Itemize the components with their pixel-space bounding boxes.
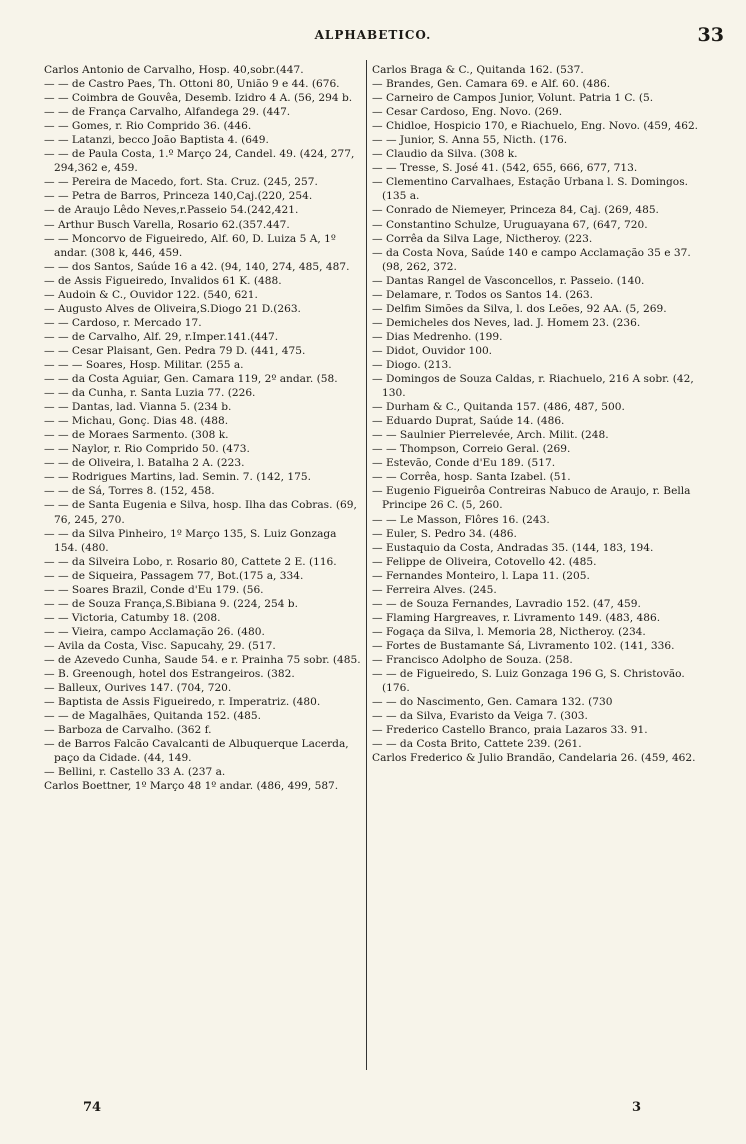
- signature-mark-left: 74: [83, 1100, 102, 1115]
- directory-entry: — Augusto Alves de Oliveira,S.Diogo 21 D.(263.: [44, 302, 301, 315]
- directory-entry: — — Gomes, r. Rio Comprido 36. (446.: [44, 120, 252, 133]
- directory-entry: — Euler, S. Pedro 34. (486.: [372, 527, 517, 540]
- directory-entry: — Felippe de Oliveira, Cotovello 42. (485.: [372, 555, 597, 568]
- directory-entry: — — Pereira de Macedo, fort. Sta. Cruz. (245, 257.: [44, 176, 318, 189]
- directory-entry: — — Junior, S. Anna 55, Nicth. (176.: [372, 134, 568, 147]
- directory-entry: — — Cardoso, r. Mercado 17.: [44, 316, 202, 329]
- directory-entry: — — da Cunha, r. Santa Luzia 77. (226.: [44, 387, 256, 400]
- directory-entry: — de Assis Figueiredo, Invalidos 61 K. (488.: [44, 274, 282, 287]
- column-divider: [366, 60, 367, 1070]
- directory-entry: — Dantas Rangel de Vasconcellos, r. Passeio. (140.: [372, 274, 645, 287]
- directory-entry: — de Azevedo Cunha, Saude 54. e r. Prainha 75 sobr. (485.: [44, 653, 361, 666]
- directory-entry: — — Latanzi, becco João Baptista 4. (649.: [44, 134, 269, 147]
- directory-entry: — — Moncorvo de Figueiredo, Alf. 60, D. Luiza 5 A, 1º andar. (308 k, 446, 459.: [44, 232, 336, 259]
- directory-entry: — — Rodrigues Martins, lad. Semin. 7. (142, 175.: [44, 471, 311, 484]
- directory-entry: — B. Greenough, hotel dos Estrangeiros. (382.: [44, 668, 295, 681]
- directory-entry: — Francisco Adolpho de Souza. (258.: [372, 653, 573, 666]
- directory-entry: — Estevão, Conde d'Eu 189. (517.: [372, 457, 556, 470]
- directory-entry: — — de Souza Fernandes, Lavradio 152. (47, 459.: [372, 597, 641, 610]
- directory-entry: — Bellini, r. Castello 33 A. (237 a.: [44, 766, 226, 779]
- directory-entry: — Domingos de Souza Caldas, r. Riachuelo, 216 A sobr. (42, 130.: [372, 373, 694, 400]
- directory-entry: — Frederico Castello Branco, praia Lazaros 33. 91.: [372, 724, 648, 737]
- directory-entry: — Claudio da Silva. (308 k.: [372, 148, 518, 161]
- directory-entry: — Carneiro de Campos Junior, Volunt. Patria 1 C. (5.: [372, 92, 654, 105]
- directory-entry: — — de Figueiredo, S. Luiz Gonzaga 196 G, S. Christovão. (176.: [372, 668, 685, 695]
- directory-entry: — Chidloe, Hospicio 170, e Riachuelo, Eng. Novo. (459, 462.: [372, 120, 699, 133]
- directory-entry: — Flaming Hargreaves, r. Livramento 149. (483, 486.: [372, 611, 661, 624]
- directory-entry: — — Coimbra de Gouvêa, Desemb. Izidro 4 A. (56, 294 b.: [44, 92, 353, 105]
- directory-entry: — — — Soares, Hosp. Militar. (255 a.: [44, 358, 244, 371]
- directory-entry: — — Dantas, lad. Vianna 5. (234 b.: [44, 401, 232, 414]
- directory-entry: — — Michau, Gonç. Dias 48. (488.: [44, 415, 229, 428]
- directory-entry: — — Cesar Plaisant, Gen. Pedra 79 D. (441, 475.: [44, 344, 306, 357]
- directory-entry: — Eugenio Figueirôa Contreiras Nabuco de Araujo, r. Bella Principe 26 C. (5, 260.: [372, 485, 691, 512]
- directory-entry: — — de Carvalho, Alf. 29, r.Imper.141.(447.: [44, 330, 279, 343]
- directory-entry: — — Petra de Barros, Princeza 140,Caj.(220, 254.: [44, 190, 313, 203]
- directory-entry: — — de Oliveira, l. Batalha 2 A. (223.: [44, 457, 245, 470]
- directory-entry: — Constantino Schulze, Uruguayana 67, (647, 720.: [372, 218, 648, 231]
- directory-entry: — Didot, Ouvidor 100.: [372, 344, 493, 357]
- directory-entry: Carlos Braga & C., Quitanda 162. (537.: [372, 64, 584, 76]
- directory-entry: — Fernandes Monteiro, l. Lapa 11. (205.: [372, 569, 590, 582]
- left-column: [44, 63, 362, 793]
- directory-entry: — — da Costa Aguiar, Gen. Camara 119, 2º andar. (58.: [44, 373, 338, 386]
- directory-entry: — — da Costa Brito, Cattete 239. (261.: [372, 738, 582, 751]
- directory-entry: — Dias Medrenho. (199.: [372, 330, 503, 343]
- directory-entry: — Cesar Cardoso, Eng. Novo. (269.: [372, 106, 563, 119]
- directory-entry: — — Naylor, r. Rio Comprido 50. (473.: [44, 443, 250, 456]
- directory-entry: — — Thompson, Correio Geral. (269.: [372, 443, 571, 456]
- directory-entry: Carlos Antonio de Carvalho, Hosp. 40,sobr.(447.: [44, 64, 304, 76]
- directory-entry: — Delfim Simões da Silva, l. dos Leões, 92 AA. (5, 269.: [372, 302, 667, 315]
- right-column: [372, 63, 712, 765]
- directory-entry: — — de Sá, Torres 8. (152, 458.: [44, 485, 215, 498]
- directory-entry: — — da Silva Pinheiro, 1º Março 135, S. Luiz Gonzaga 154. (480.: [44, 527, 337, 554]
- directory-entry: — Fortes de Bustamante Sá, Livramento 102. (141, 336.: [372, 639, 675, 652]
- directory-entry: — Audoin & C., Ouvidor 122. (540, 621.: [44, 288, 258, 301]
- directory-entry: — — Victoria, Catumby 18. (208.: [44, 611, 221, 624]
- directory-entry: — — da Silveira Lobo, r. Rosario 80, Cattete 2 E. (116.: [44, 555, 337, 568]
- directory-entry: — — de Paula Costa, 1.º Março 24, Candel. 49. (424, 277, 294,362 e, 459.: [44, 148, 355, 175]
- page-header: [0, 24, 746, 50]
- directory-entry: — de Araujo Lêdo Neves,r.Passeio 54.(242,421.: [44, 204, 299, 217]
- directory-entry: — Avila da Costa, Visc. Sapucahy, 29. (517.: [44, 639, 276, 652]
- directory-entry: — Fogaça da Silva, l. Memoria 28, Nictheroy. (234.: [372, 625, 646, 638]
- signature-mark-right: 3: [632, 1100, 642, 1115]
- directory-entry: — Corrêa da Silva Lage, Nictheroy. (223.: [372, 232, 593, 245]
- directory-entry: Carlos Boettner, 1º Março 48 1º andar. (486, 499, 587.: [44, 780, 339, 793]
- directory-entry: — Ferreira Alves. (245.: [372, 583, 497, 596]
- directory-entry: — Barboza de Carvalho. (362 f.: [44, 724, 212, 737]
- directory-entry: — — de Siqueira, Passagem 77, Bot.(175 a, 334.: [44, 569, 304, 582]
- directory-entry: — — Vieira, campo Acclamação 26. (480.: [44, 625, 265, 638]
- directory-entry: — da Costa Nova, Saúde 140 e campo Acclamação 35 e 37. (98, 262, 372.: [372, 246, 691, 273]
- directory-entry: — — de Santa Eugenia e Silva, hosp. Ilha das Cobras. (69, 76, 245, 270.: [44, 499, 357, 526]
- directory-entry: — — Le Masson, Flôres 16. (243.: [372, 513, 550, 526]
- directory-entry: — — Soares Brazil, Conde d'Eu 179. (56.: [44, 583, 264, 596]
- directory-entry: — Arthur Busch Varella, Rosario 62.(357.447.: [44, 218, 290, 231]
- directory-entry: — — Tresse, S. José 41. (542, 655, 666, 677, 713.: [372, 162, 638, 175]
- directory-entry: Carlos Frederico & Julio Brandão, Candelaria 26. (459, 462.: [372, 752, 696, 765]
- directory-entry: — Demicheles dos Neves, lad. J. Homem 23. (236.: [372, 316, 641, 329]
- directory-entry: — Brandes, Gen. Camara 69. e Alf. 60. (486.: [372, 78, 611, 91]
- directory-entry: — de Barros Falcão Cavalcanti de Albuquerque Lacerda, paço da Cidade. (44, 149.: [44, 738, 349, 765]
- directory-entry: — — de Souza França,S.Bibiana 9. (224, 254 b.: [44, 597, 298, 610]
- directory-entry: — Conrado de Niemeyer, Princeza 84, Caj. (269, 485.: [372, 204, 659, 217]
- running-title: ALPHABETICO.: [314, 28, 432, 42]
- directory-entry: — Eduardo Duprat, Saúde 14. (486.: [372, 415, 565, 428]
- directory-entry: — Baptista de Assis Figueiredo, r. Imperatriz. (480.: [44, 696, 321, 709]
- directory-entry: — — de Castro Paes, Th. Ottoni 80, União 9 e 44. (676.: [44, 78, 340, 91]
- page-number: 33: [697, 24, 724, 46]
- directory-entry: — Durham & C., Quitanda 157. (486, 487, 500.: [372, 401, 625, 414]
- directory-entry: — — de Magalhães, Quitanda 152. (485.: [44, 710, 262, 723]
- directory-entry: — — do Nascimento, Gen. Camara 132. (730: [372, 696, 613, 709]
- directory-entry: — Delamare, r. Todos os Santos 14. (263.: [372, 288, 594, 301]
- directory-entry: — Eustaquio da Costa, Andradas 35. (144, 183, 194.: [372, 541, 654, 554]
- directory-entry: — — Saulnier Pierrelevée, Arch. Milit. (248.: [372, 429, 609, 442]
- directory-entry: — Clementino Carvalhaes, Estação Urbana l. S. Domingos. (135 a.: [372, 176, 688, 203]
- directory-entry: — Balleux, Ourives 147. (704, 720.: [44, 682, 232, 695]
- directory-entry: — — da Silva, Evaristo da Veiga 7. (303.: [372, 710, 588, 723]
- directory-entry: — — Corrêa, hosp. Santa Izabel. (51.: [372, 471, 571, 484]
- directory-entry: — — dos Santos, Saúde 16 a 42. (94, 140, 274, 485, 487.: [44, 260, 350, 273]
- directory-entry: — — de França Carvalho, Alfandega 29. (447.: [44, 106, 291, 119]
- directory-entry: — — de Moraes Sarmento. (308 k.: [44, 429, 229, 442]
- directory-entry: — Diogo. (213.: [372, 358, 452, 371]
